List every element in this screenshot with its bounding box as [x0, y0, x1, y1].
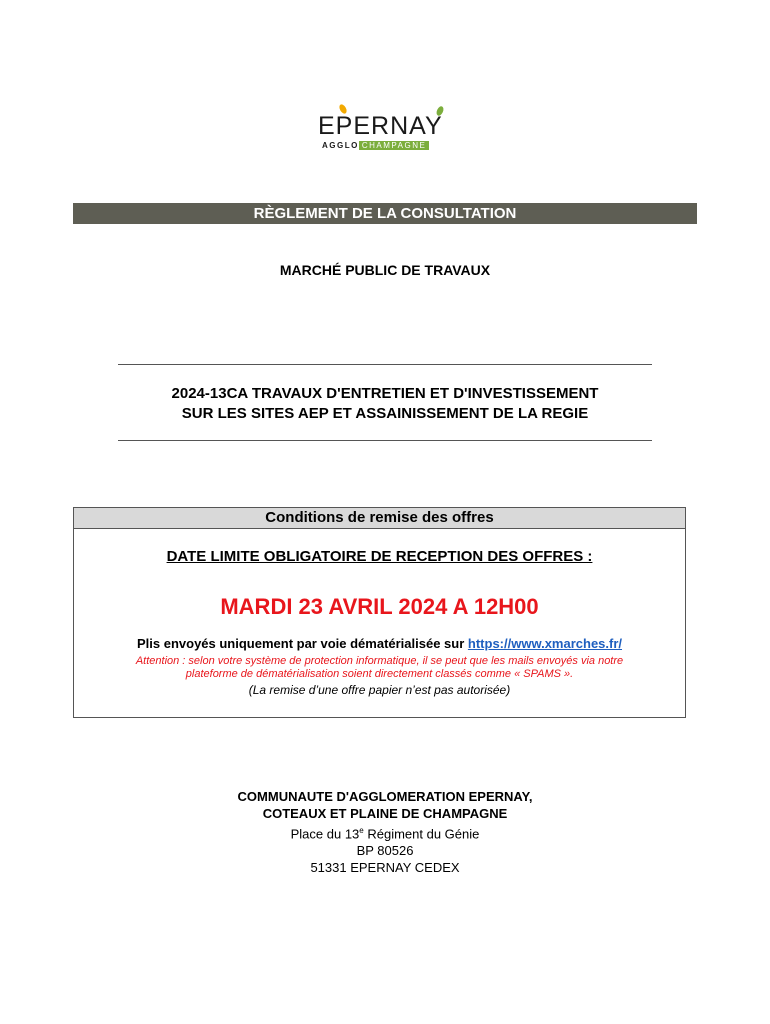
logo-sub-agglo: AGGLO [322, 141, 359, 150]
spam-warning-line-1: Attention : selon votre système de protection informatique, il se peut que les mails envoyés via notre [135, 655, 624, 667]
address-street-post: Régiment du Génie [363, 826, 480, 842]
conditions-header: Conditions de remise des offres [74, 508, 685, 529]
deadline-date: MARDI 23 AVRIL 2024 A 12H00 [220, 594, 539, 619]
project-title [90, 384, 680, 424]
address-org-line-1: COMMUNAUTE D'AGGLOMERATION EPERNAY, [237, 789, 533, 804]
divider-top [118, 364, 652, 365]
address-street [0, 822, 770, 842]
address-city: 51331 EPERNAY CEDEX [310, 860, 460, 876]
divider-bottom [118, 440, 652, 441]
submission-method-text: Plis envoyés uniquement par voie dématérialisée sur [136, 636, 468, 651]
project-title-line-1: 2024-13CA TRAVAUX D'ENTRETIEN ET D'INVESTISSEMENT [171, 385, 599, 402]
logo-sub-champagne: CHAMPAGNE [359, 141, 429, 150]
spam-warning [84, 655, 675, 681]
address-street-sup: e [359, 826, 364, 835]
organization-address [0, 788, 770, 876]
document-title-banner: RÈGLEMENT DE LA CONSULTATION [73, 203, 697, 224]
deadline-label: DATE LIMITE OBLIGATOIRE DE RECEPTION DES OFFRES : [166, 548, 593, 565]
address-org-line-2: COTEAUX ET PLAINE DE CHAMPAGNE [262, 806, 508, 821]
paper-submission-note: (La remise d’une offre papier n’est pas autorisée) [248, 683, 511, 697]
xmarches-link[interactable]: https://www.xmarches.fr/ [467, 636, 623, 651]
document-subtitle: MARCHÉ PUBLIC DE TRAVAUX [279, 262, 491, 278]
address-street-pre: Place du 13 [290, 826, 360, 842]
conditions-box [73, 507, 686, 718]
project-title-line-2: SUR LES SITES AEP ET ASSAINISSEMENT DE LA REGIE [181, 405, 589, 422]
submission-method [74, 636, 685, 651]
epernay-agglo-logo [318, 104, 450, 154]
logo-subtitle [322, 140, 429, 152]
address-po-box: BP 80526 [356, 843, 414, 859]
spam-warning-line-2: plateforme de dématérialisation soient directement classés comme « SPAMS ». [185, 668, 574, 680]
logo-wordmark: EPERNAY [318, 112, 443, 140]
